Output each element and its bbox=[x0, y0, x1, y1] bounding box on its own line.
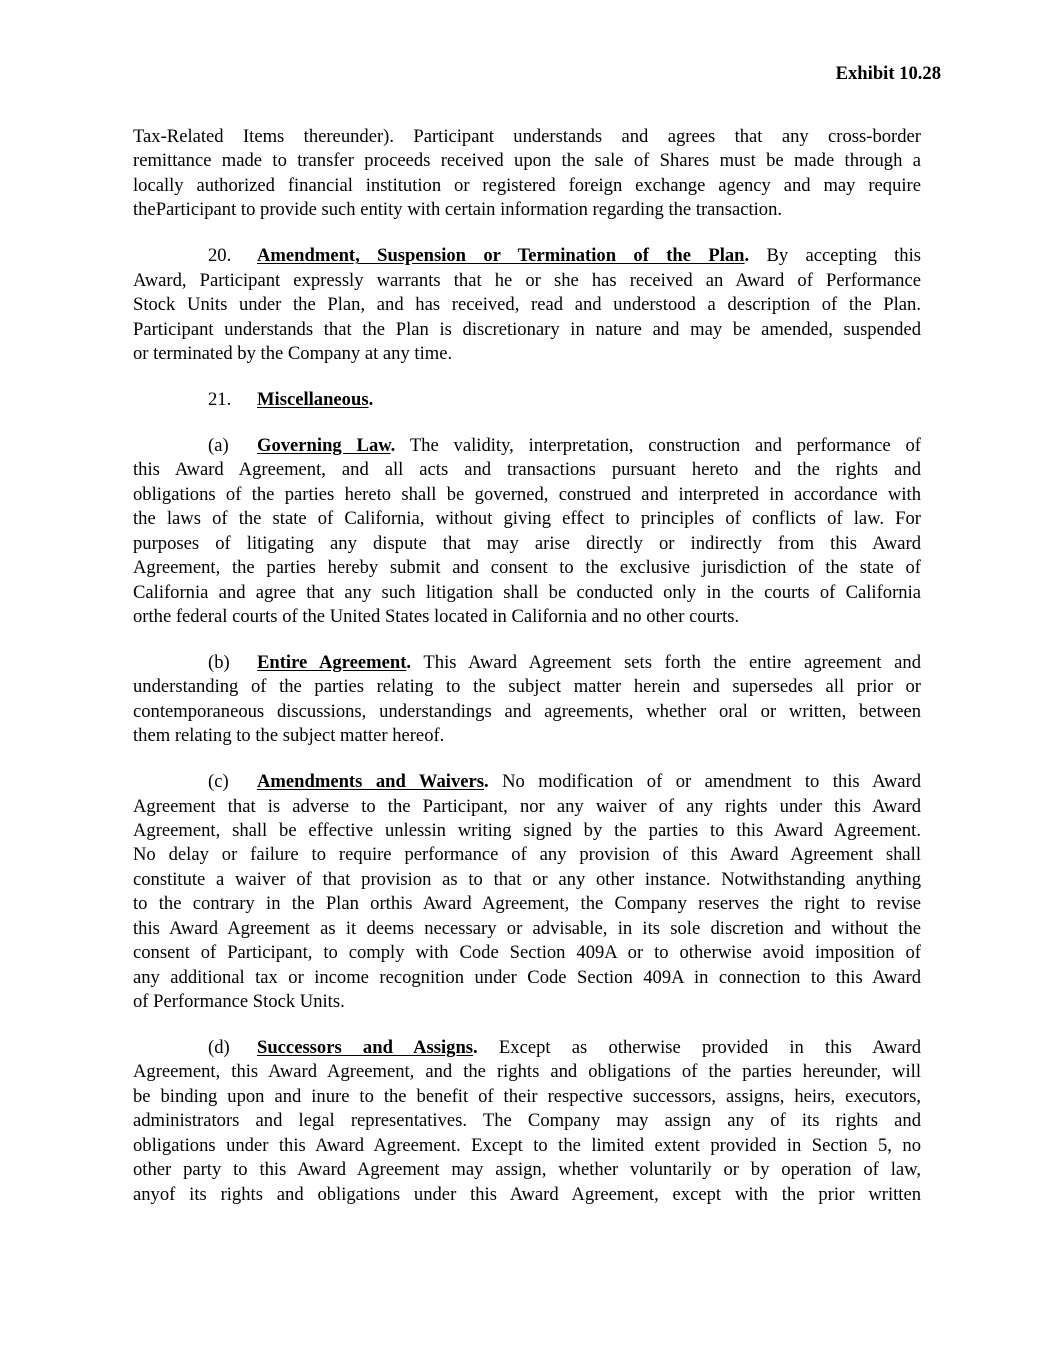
heading-line bbox=[133, 244, 921, 268]
heading-period: . bbox=[406, 651, 412, 673]
text-line: Agreement, this Award Agreement, and the rights and obligations of the parties hereunder, will bbox=[133, 1061, 921, 1083]
section-heading: Successors and Assigns bbox=[257, 1037, 474, 1058]
text-line: be binding upon and inure to the benefit of their respective successors, assigns, heirs, executors, bbox=[133, 1085, 921, 1107]
paragraph bbox=[133, 125, 921, 223]
heading-line bbox=[133, 434, 921, 458]
text-line: obligations under this Award Agreement. Except to the limited extent provided in Section 5, no bbox=[133, 1134, 921, 1156]
line-text: Except as otherwise provided in this Award bbox=[477, 1037, 921, 1058]
text-line: Award, Participant expressly warrants that he or she has received an Award of Performance bbox=[133, 269, 921, 291]
text-line: understanding of the parties relating to the subject matter herein and supersedes all prior or bbox=[133, 676, 921, 698]
text-line: orthe federal courts of the United States located in California and no other courts. bbox=[133, 605, 740, 627]
heading-line bbox=[133, 388, 921, 412]
text-line: theParticipant to provide such entity with certain information regarding the transaction. bbox=[133, 199, 783, 221]
text-line: other party to this Award Agreement may assign, whether voluntarily or by operation of law, bbox=[133, 1159, 921, 1181]
text-line: Agreement, shall be effective unlessin writing signed by the parties to this Award Agreement. bbox=[133, 820, 921, 841]
section-heading: Miscellaneous bbox=[257, 388, 369, 410]
text-line: to the contrary in the Plan orthis Award Agreement, the Company reserves the right to revise bbox=[133, 893, 921, 915]
paragraph bbox=[133, 770, 921, 1014]
section-number: (c) bbox=[208, 771, 229, 793]
line-text: By accepting this bbox=[749, 245, 921, 267]
heading-line bbox=[133, 651, 921, 675]
text-line: or terminated by the Company at any time. bbox=[133, 343, 453, 364]
line-text: No modification of or amendment to this Award bbox=[488, 771, 921, 793]
paragraph bbox=[133, 388, 921, 412]
paragraph bbox=[133, 244, 921, 366]
heading-period: . bbox=[390, 434, 396, 456]
heading-line bbox=[133, 1036, 921, 1060]
section-number: (d) bbox=[208, 1037, 230, 1058]
paragraph bbox=[133, 1036, 921, 1207]
text-line: California and agree that any such litigation shall be conducted only in the courts of California bbox=[133, 581, 921, 603]
text-line: obligations of the parties hereto shall be governed, construed and interpreted in accordance with bbox=[133, 483, 921, 505]
line-text: The validity, interpretation, construction and performance of bbox=[395, 434, 921, 456]
heading-period: . bbox=[473, 1037, 478, 1058]
text-line: constitute a waiver of that provision as to that or any other instance. Notwithstanding anything bbox=[133, 868, 921, 890]
text-line: Tax-Related Items thereunder). Participant understands and agrees that any cross-border bbox=[133, 126, 921, 147]
text-line: No delay or failure to require performance of any provision of this Award Agreement shall bbox=[133, 844, 921, 866]
text-line: any additional tax or income recognition under Code Section 409A in connection to this Award bbox=[133, 966, 921, 988]
document-body bbox=[133, 125, 921, 1229]
text-line: administrators and legal representatives. The Company may assign any of its rights and bbox=[133, 1110, 921, 1132]
paragraph bbox=[133, 651, 921, 749]
text-line: the laws of the state of California, without giving effect to principles of conflicts of law. For bbox=[133, 508, 921, 530]
text-line: consent of Participant, to comply with Code Section 409A or to otherwise avoid imposition of bbox=[133, 942, 921, 964]
section-heading: Amendments and Waivers bbox=[257, 771, 484, 793]
text-line: Participant understands that the Plan is discretionary in nature and may be amended, suspended bbox=[133, 318, 921, 340]
heading-period: . bbox=[484, 771, 489, 793]
exhibit-number: Exhibit 10.28 bbox=[835, 63, 941, 84]
section-number: 20. bbox=[208, 245, 232, 267]
section-number: 21. bbox=[208, 388, 232, 410]
text-line: locally authorized financial institution or registered foreign exchange agency and may require bbox=[133, 174, 921, 196]
heading-period: . bbox=[368, 388, 374, 410]
line-text: This Award Agreement sets forth the entire agreement and bbox=[411, 651, 921, 673]
text-line: them relating to the subject matter hereof. bbox=[133, 725, 445, 747]
section-heading: Amendment, Suspension or Termination of the Plan bbox=[257, 245, 745, 267]
heading-line bbox=[133, 770, 921, 794]
text-line: of Performance Stock Units. bbox=[133, 991, 345, 1013]
text-line: this Award Agreement, and all acts and transactions pursuant hereto and the rights and bbox=[133, 459, 921, 481]
text-line: Agreement that is adverse to the Participant, nor any waiver of any rights under this Award bbox=[133, 795, 921, 817]
text-line: remittance made to transfer proceeds received upon the sale of Shares must be made through a bbox=[133, 150, 921, 172]
text-line: Agreement, the parties hereby submit and consent to the exclusive jurisdiction of the state of bbox=[133, 557, 921, 579]
section-number: (a) bbox=[208, 434, 229, 456]
text-line: contemporaneous discussions, understandings and agreements, whether oral or written, between bbox=[133, 700, 921, 722]
section-number: (b) bbox=[208, 651, 230, 673]
section-heading: Governing Law bbox=[257, 434, 391, 456]
text-line: this Award Agreement as it deems necessary or advisable, in its sole discretion and without the bbox=[133, 917, 921, 939]
text-line: Stock Units under the Plan, and has received, read and understood a description of the Plan. bbox=[133, 294, 921, 316]
section-heading: Entire Agreement bbox=[257, 651, 407, 673]
text-line: anyof its rights and obligations under this Award Agreement, except with the prior written bbox=[133, 1183, 921, 1205]
paragraph bbox=[133, 434, 921, 630]
text-line: purposes of litigating any dispute that may arise directly or indirectly from this Award bbox=[133, 532, 921, 554]
heading-period: . bbox=[744, 245, 750, 267]
